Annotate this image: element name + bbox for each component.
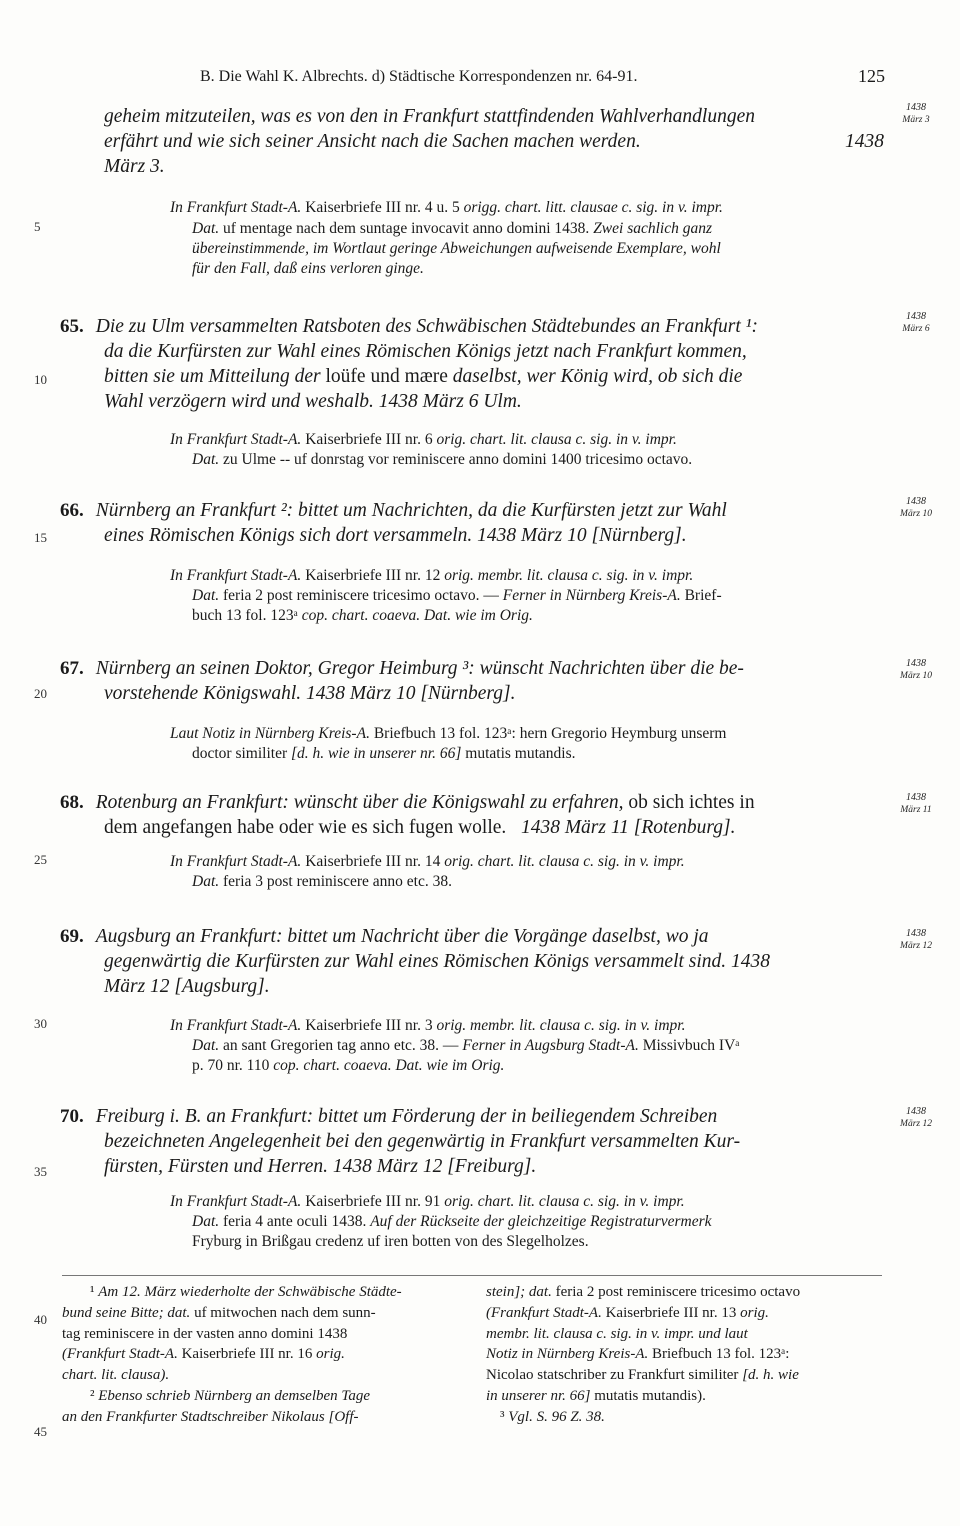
line-number: 20 bbox=[34, 686, 47, 701]
running-header: B. Die Wahl K. Albrechts. d) Städtische Korrespondenzen nr. 64-91. bbox=[200, 68, 638, 85]
entry-66: 66. Nürnberg an Frankfurt ²: bittet um Nachrichten, da die Kurfürsten jetzt zur Wahl eines Römischen Königs sich dort versammeln. 1438 März 10 [Nürnberg]. bbox=[60, 500, 727, 546]
margin-date: 1438 März 10 bbox=[900, 496, 932, 519]
source-note: In Frankfurt Stadt-A. Kaiserbriefe III nr. 12 orig. membr. lit. clausa c. sig. in v. impr. Dat. feria 2 post reminiscere tricesimo octavo. — Ferner in Nürnberg Kreis-A. Brief- buch 13 fol. 123ᵃ cop. chart. coaeva. Dat. wie im Orig. bbox=[170, 567, 722, 624]
line-number: 40 bbox=[34, 1312, 47, 1327]
line-number: 15 bbox=[34, 530, 47, 545]
entry-67: 67. Nürnberg an seinen Doktor, Gregor Heimburg ³: wünscht Nachrichten über die be- vorstehende Königswahl. 1438 März 10 [Nürnberg]. bbox=[60, 658, 744, 704]
footnote-divider bbox=[62, 1275, 882, 1276]
margin-date: 1438 März 12 bbox=[900, 928, 932, 951]
entry-number: 66. bbox=[60, 500, 84, 521]
line-number: 30 bbox=[34, 1016, 47, 1031]
entry-number: 65. bbox=[60, 316, 84, 337]
entry-65: 65. Die zu Ulm versammelten Ratsboten des Schwäbischen Städtebundes an Frankfurt ¹: da die Kurfürsten zur Wahl eines Römischen Königs jetzt nach Frankfurt kommen, bitten sie um Mitteilung der loüfe und mære daselbst, wer König wird, ob sich die Wahl verzögern wird und weshalb. 1438 März 6 Ulm. bbox=[60, 316, 758, 412]
line-number: 45 bbox=[34, 1424, 47, 1439]
page-number: 125 bbox=[858, 66, 885, 86]
entry-68: 68. Rotenburg an Frankfurt: wünscht über die Königswahl zu erfahren, ob sich ichtes in dem angefangen habe oder wie es sich fugen wolle. 1438 März 11 [Rotenburg]. bbox=[60, 792, 755, 838]
entry-number: 70. bbox=[60, 1106, 84, 1127]
entry-70: 70. Freiburg i. B. an Frankfurt: bittet um Förderung der in beiliegendem Schreiben bezeichneten Angelegenheit bei den gegenwärtig in Frankfurt versammelten Kur- fürsten, Fürsten und Herren. 1438 März 12 [Freiburg]. bbox=[60, 1106, 741, 1177]
line-number: 35 bbox=[34, 1164, 47, 1179]
margin-date: 1438 März 12 bbox=[900, 1106, 932, 1129]
entry-number: 67. bbox=[60, 658, 84, 679]
source-note: In Frankfurt Stadt-A. Kaiserbriefe III nr. 6 orig. chart. lit. clausa c. sig. in v. impr. Dat. zu Ulme -- uf donrstag vor reminiscere anno domini 1400 tricesimo octavo. bbox=[170, 431, 693, 468]
entry-number: 68. bbox=[60, 792, 84, 813]
line-number: 10 bbox=[34, 372, 47, 387]
footnotes-right: stein]; dat. feria 2 post reminiscere tricesimo octavo (Frankfurt Stadt-A. Kaiserbriefe III nr. 13 orig. membr. lit. clausa c. sig. in v. impr. und laut Notiz in Nürnberg Kreis-A. Briefbuch 13 fol. 123ᵃ: Nicolao statschriber zu Frankfurt similiter [d. h. wie in unserer nr. 66] mutatis mutandis). ³ Vgl. S. 96 Z. 38. bbox=[486, 1284, 801, 1425]
margin-date: 1438 März 10 bbox=[900, 658, 932, 681]
source-note: In Frankfurt Stadt-A. Kaiserbriefe III nr. 3 orig. membr. lit. clausa c. sig. in v. impr. Dat. an sant Gregorien tag anno etc. 38. — Ferner in Augsburg Stadt-A. Missivbuch IVᵃ p. 70 nr. 110 cop. chart. coaeva. Dat. wie im Orig. bbox=[170, 1017, 740, 1074]
margin-date: 1438 März 3 bbox=[902, 102, 930, 125]
source-note: In Frankfurt Stadt-A. Kaiserbriefe III nr. 91 orig. chart. lit. clausa c. sig. in v. impr. Dat. feria 4 ante oculi 1438. Auf der Rückseite der gleichzeitige Registraturvermerk Fryburg in Brißgau credenz uf iren botten von des Slegelholzes. bbox=[170, 1193, 712, 1250]
footnotes-left: ¹ Am 12. März wiederholte der Schwäbische Städte- bund seine Bitte; dat. uf mitwochen nach dem sunn- tag reminiscere in der vasten anno domini 1438 (Frankfurt Stadt-A. Kaiserbriefe III nr. 16 orig. chart. lit. clausa). ² Ebenso schrieb Nürnberg an demselben Tage an den Frankfurter Stadtschreiber Nikolaus [Off- bbox=[62, 1284, 402, 1425]
entry-69: 69. Augsburg an Frankfurt: bittet um Nachricht über die Vorgänge daselbst, wo ja gegenwärtig die Kurfürsten zur Wahl eines Römischen Königs versammelt sind. 1438 März 12 [Augsburg]. bbox=[60, 926, 771, 997]
source-note: Laut Notiz in Nürnberg Kreis-A. Briefbuch 13 fol. 123ᵃ: hern Gregorio Heymburg unserm doctor similiter [d. h. wie in unserer nr. 66] mutatis mutandis. bbox=[170, 725, 727, 762]
line-number: 5 bbox=[34, 219, 41, 234]
margin-date: 1438 März 6 bbox=[902, 311, 930, 334]
source-note: In Frankfurt Stadt-A. Kaiserbriefe III nr. 4 u. 5 origg. chart. litt. clausae c. sig. in v. impr. bbox=[170, 199, 723, 216]
source-note: In Frankfurt Stadt-A. Kaiserbriefe III nr. 14 orig. chart. lit. clausa c. sig. in v. impr. Dat. feria 3 post reminiscere anno etc. 38. bbox=[170, 853, 685, 890]
margin-date: 1438 März 11 bbox=[900, 792, 932, 815]
entry-number: 69. bbox=[60, 926, 84, 947]
line-number: 25 bbox=[34, 852, 47, 867]
entry-continuation: geheim mitzuteilen, was es von den in Frankfurt stattfindenden Wahlverhandlungen erfährt und wie sich seiner Ansicht nach die Sachen machen werden. 1438 März 3. bbox=[104, 106, 884, 177]
source-note-cont: Dat. uf mentage nach dem suntage invocavit anno domini 1438. Zwei sachlich ganz übereinstimmende, im Wortlaut geringe Abweichungen aufweisende Exemplare, wohl für den Fall, daß eins verloren ginge. bbox=[192, 220, 721, 277]
